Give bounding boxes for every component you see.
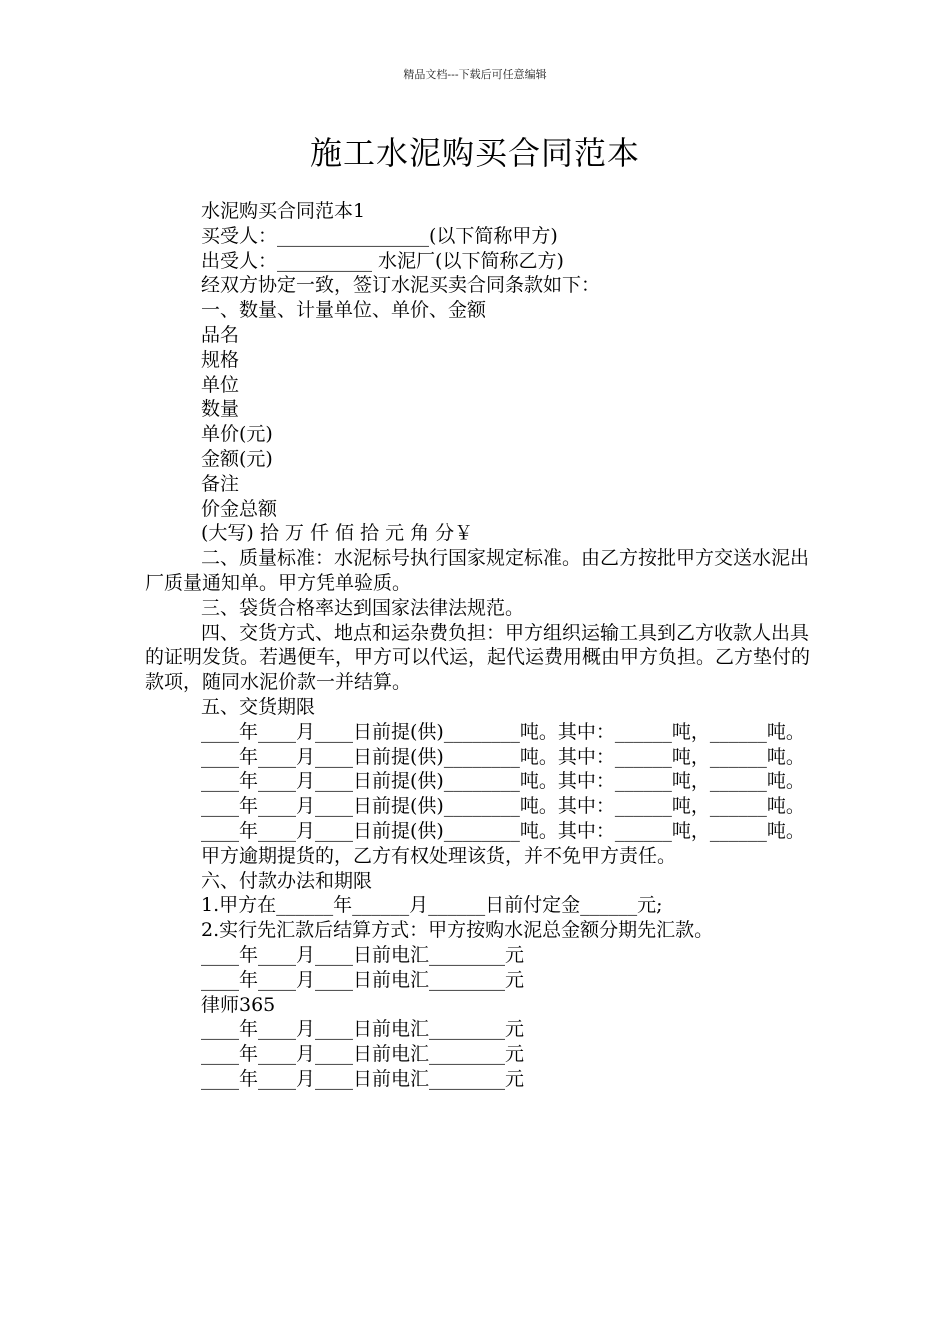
contract-heading: 水泥购买合同范本1 — [201, 200, 366, 222]
seller-line: 出受人：__________ 水泥厂(以下简称乙方) — [201, 249, 564, 272]
section-3-bags: 三、袋货合格率达到国家法律法规范。 — [201, 596, 525, 619]
section-5-heading: 五、交货期限 — [201, 695, 316, 718]
delivery-schedule-line: ____年____月____日前提(供)________吨。其中：______吨，______吨。 — [201, 819, 805, 842]
late-pickup-clause: 甲方逾期提货的，乙方有权处理该货，并不免甲方责任。 — [201, 844, 677, 867]
document-body — [145, 199, 810, 1092]
lawyer-365-text: 律师365 — [201, 993, 276, 1016]
section-1-heading: 一、数量、计量单位、单价、金额 — [201, 299, 487, 322]
field-quantity: 数量 — [201, 398, 240, 421]
section-6-heading: 六、付款办法和期限 — [201, 869, 373, 892]
delivery-schedule-line: ____年____月____日前提(供)________吨。其中：______吨，______吨。 — [201, 720, 805, 743]
field-unit: 单位 — [201, 373, 240, 396]
wire-transfer-line: ____年____月____日前电汇________元 — [201, 1067, 525, 1090]
page-header: 精品文档---下载后可任意编辑 — [403, 68, 547, 81]
field-total-price: 价金总额 — [201, 497, 278, 520]
field-remarks: 备注 — [201, 472, 240, 495]
payment-item-2: 2.实行先汇款后结算方式：甲方按购水泥总金额分期先汇款。 — [201, 919, 714, 942]
agreement-intro: 经双方协定一致，签订水泥买卖合同条款如下： — [201, 274, 601, 297]
field-spec: 规格 — [201, 348, 240, 371]
field-unit-price: 单价(元) — [201, 423, 273, 446]
buyer-line: 买受人：________________(以下简称甲方) — [201, 224, 558, 247]
wire-transfer-line: ____年____月____日前电汇________元 — [201, 943, 525, 966]
wire-transfer-line: ____年____月____日前电汇________元 — [201, 968, 525, 991]
section-2-quality: 二、质量标准：水泥标号执行国家规定标准。由乙方按批甲方交送水泥出厂质量通知单。甲方凭单验质。 — [145, 547, 810, 594]
payment-item-1: 1.甲方在______年______月______日前付定金______元; — [201, 894, 663, 917]
delivery-schedule-line: ____年____月____日前提(供)________吨。其中：______吨，______吨。 — [201, 770, 805, 793]
wire-transfer-line: ____年____月____日前电汇________元 — [201, 1018, 525, 1041]
field-product-name: 品名 — [201, 323, 240, 346]
delivery-schedule-line: ____年____月____日前提(供)________吨。其中：______吨，______吨。 — [201, 745, 805, 768]
field-total-uppercase: (大写) 拾 万 仟 佰 拾 元 角 分￥ — [201, 522, 474, 545]
delivery-schedule-line: ____年____月____日前提(供)________吨。其中：______吨，______吨。 — [201, 795, 805, 818]
field-amount: 金额(元) — [201, 447, 273, 470]
section-4-delivery: 四、交货方式、地点和运杂费负担：甲方组织运输工具到乙方收款人出具的证明发货。若遇便车，甲方可以代运，起代运费用概由甲方负担。乙方垫付的款项，随同水泥价款一并结算。 — [145, 621, 811, 694]
document-title: 施工水泥购买合同范本 — [309, 134, 640, 172]
wire-transfer-line: ____年____月____日前电汇________元 — [201, 1043, 525, 1066]
